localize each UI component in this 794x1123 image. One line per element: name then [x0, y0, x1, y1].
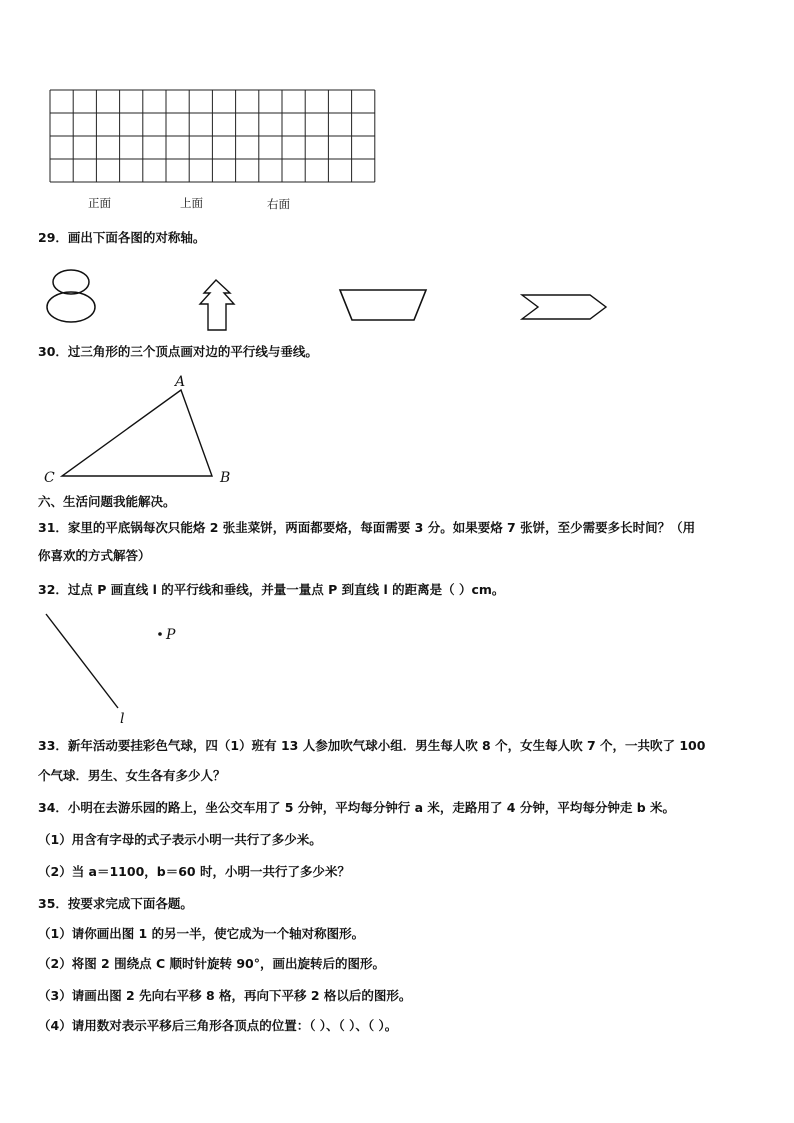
question-32: 32．过点 P 画直线 l 的平行线和垂线，并量一量点 P 到直线 l 的距离是（ ）cm。	[38, 582, 505, 597]
point-label-p: P	[166, 627, 176, 643]
point-p	[158, 632, 162, 636]
question-35-sub3: （3）请画出图 2 先向右平移 8 格，再向下平移 2 格以后的图形。	[38, 988, 412, 1003]
tree-arrow-icon	[186, 278, 248, 332]
question-29: 29．画出下面各图的对称轴。	[38, 230, 206, 245]
figure-eight-icon	[44, 268, 104, 324]
question-33-line1: 33．新年活动要挂彩色气球，四（1）班有 13 人参加吹气球小组．男生每人吹 8 个，女生每人吹 7 个，一共吹了 100	[38, 738, 706, 753]
question-31-line1: 31．家里的平底锅每次只能烙 2 张韭菜饼，两面都要烙，每面需要 3 分。如果要烙 7 张饼，至少需要多长时间？（用	[38, 520, 696, 535]
question-30: 30．过三角形的三个顶点画对边的平行线与垂线。	[38, 344, 318, 359]
view-label-right: 右面	[267, 197, 290, 211]
question-35-sub4: （4）请用数对表示平移后三角形各顶点的位置：（ ）、（ ）、（ ）。	[38, 1018, 398, 1033]
chevron-arrow-icon	[520, 293, 610, 323]
line-l-with-point-p	[40, 612, 200, 727]
question-33-line2: 个气球．男生、女生各有多少人？	[38, 768, 226, 783]
line-label-l: l	[120, 711, 125, 727]
view-label-front: 正面	[88, 196, 111, 210]
drawing-grid	[48, 90, 378, 186]
question-34-sub2: （2）当 a＝1100，b＝60 时，小明一共行了多少米？	[38, 864, 350, 879]
trapezoid-icon	[338, 288, 430, 324]
question-34: 34．小明在去游乐园的路上，坐公交车用了 5 分钟，平均每分钟行 a 米，走路用了 4 分钟，平均每分钟走 b 米。	[38, 800, 675, 815]
question-35-sub2: （2）将图 2 围绕点 C 顺时针旋转 90°，画出旋转后的图形。	[38, 956, 385, 971]
vertex-label-c: C	[44, 470, 55, 486]
vertex-label-b: B	[220, 470, 231, 486]
section-heading: 六、生活问题我能解决。	[38, 494, 176, 509]
question-35: 35．按要求完成下面各题。	[38, 896, 193, 911]
vertex-label-a: A	[175, 374, 186, 390]
triangle-abc	[40, 372, 240, 487]
question-35-sub1: （1）请你画出图 1 的另一半，使它成为一个轴对称图形。	[38, 926, 365, 941]
question-34-sub1: （1）用含有字母的式子表示小明一共行了多少米。	[38, 832, 322, 847]
question-31-line2: 你喜欢的方式解答）	[38, 548, 151, 563]
view-label-top: 上面	[180, 196, 203, 210]
